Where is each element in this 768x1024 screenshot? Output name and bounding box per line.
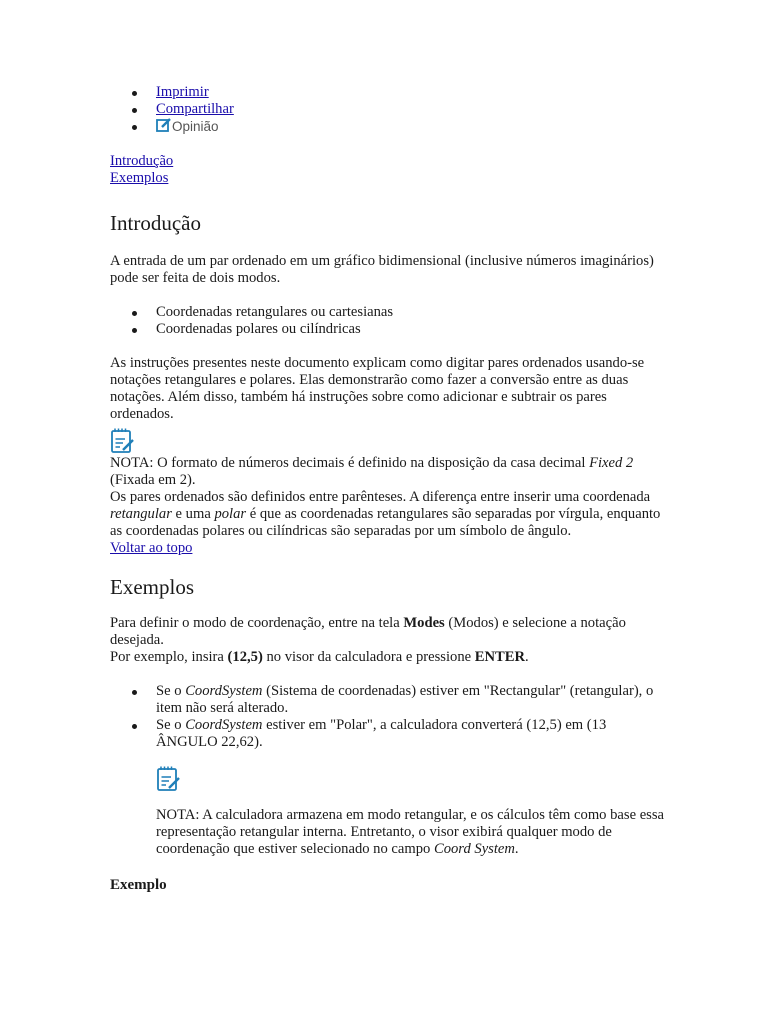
feedback-edit-icon <box>156 118 172 133</box>
note-icon <box>156 765 182 793</box>
feedback-label: Opinião <box>172 119 219 134</box>
list-item: Se o CoordSystem (Sistema de coordenadas) estiver em "Rectangular" (retangular), o item não será alterado. <box>110 683 670 717</box>
list-item: Coordenadas polares ou cilíndricas <box>110 321 670 338</box>
intro-heading: Introdução <box>110 211 201 235</box>
example-subheading: Exemplo <box>110 877 167 893</box>
back-to-top-link[interactable]: Voltar ao topo <box>110 540 193 556</box>
table-of-contents <box>110 153 670 187</box>
instructions-paragraph: As instruções presentes neste documento explicam como digitar pares ordenados usando-se notações retangulares e polares. Elas demonstrarão como fazer a conversão entre as duas notações. Além disso, também há instruções sobre como adicionar e subtrair os pares ordenados. <box>110 355 645 422</box>
print-link[interactable]: Imprimir <box>156 84 209 100</box>
document-page <box>110 84 670 894</box>
toc-examples-link[interactable]: Exemplos <box>110 170 169 186</box>
list-item: Se o CoordSystem estiver em "Polar", a calculadora converterá (12,5) em (13 ÂNGULO 22,62). <box>110 717 670 751</box>
storage-note: NOTA: A calculadora armazena em modo retangular, e os cálculos têm como base essa representação retangular interna. Entretanto, o visor exibirá qualquer modo de coordenação que estiver selecionado no campo Coord System. <box>156 807 665 857</box>
share-link[interactable]: Compartilhar <box>156 101 234 117</box>
pairs-paragraph: Os pares ordenados são definidos entre parênteses. A diferença entre inserir uma coordenada retangular e uma polar é que as coordenadas retangulares são separadas por vírgula, enquanto as coordenadas polares ou cilíndricas são separadas por um símbolo de ângulo. <box>110 489 661 539</box>
list-item: Coordenadas retangulares ou cartesianas <box>110 304 670 321</box>
coordsystem-list <box>110 683 670 751</box>
toc-intro-link[interactable]: Introdução <box>110 153 174 169</box>
share-item <box>110 101 670 118</box>
print-item <box>110 84 670 101</box>
intro-paragraph: A entrada de um par ordenado em um gráfico bidimensional (inclusive números imaginários) pode ser feita de dois modos. <box>110 253 654 286</box>
feedback-link[interactable] <box>156 119 219 134</box>
examples-heading: Exemplos <box>110 575 194 599</box>
decimal-note: NOTA: O formato de números decimais é definido na disposição da casa decimal Fixed 2 (Fixada em 2). <box>110 455 634 488</box>
modes-paragraph: Para definir o modo de coordenação, entre na tela Modes (Modos) e selecione a notação desejada. <box>110 615 626 648</box>
feedback-item <box>110 118 670 136</box>
coordinate-types-list <box>110 304 670 338</box>
note-icon <box>110 427 136 455</box>
action-links <box>110 84 670 136</box>
example-input-paragraph: Por exemplo, insira (12,5) no visor da calculadora e pressione ENTER. <box>110 649 529 665</box>
